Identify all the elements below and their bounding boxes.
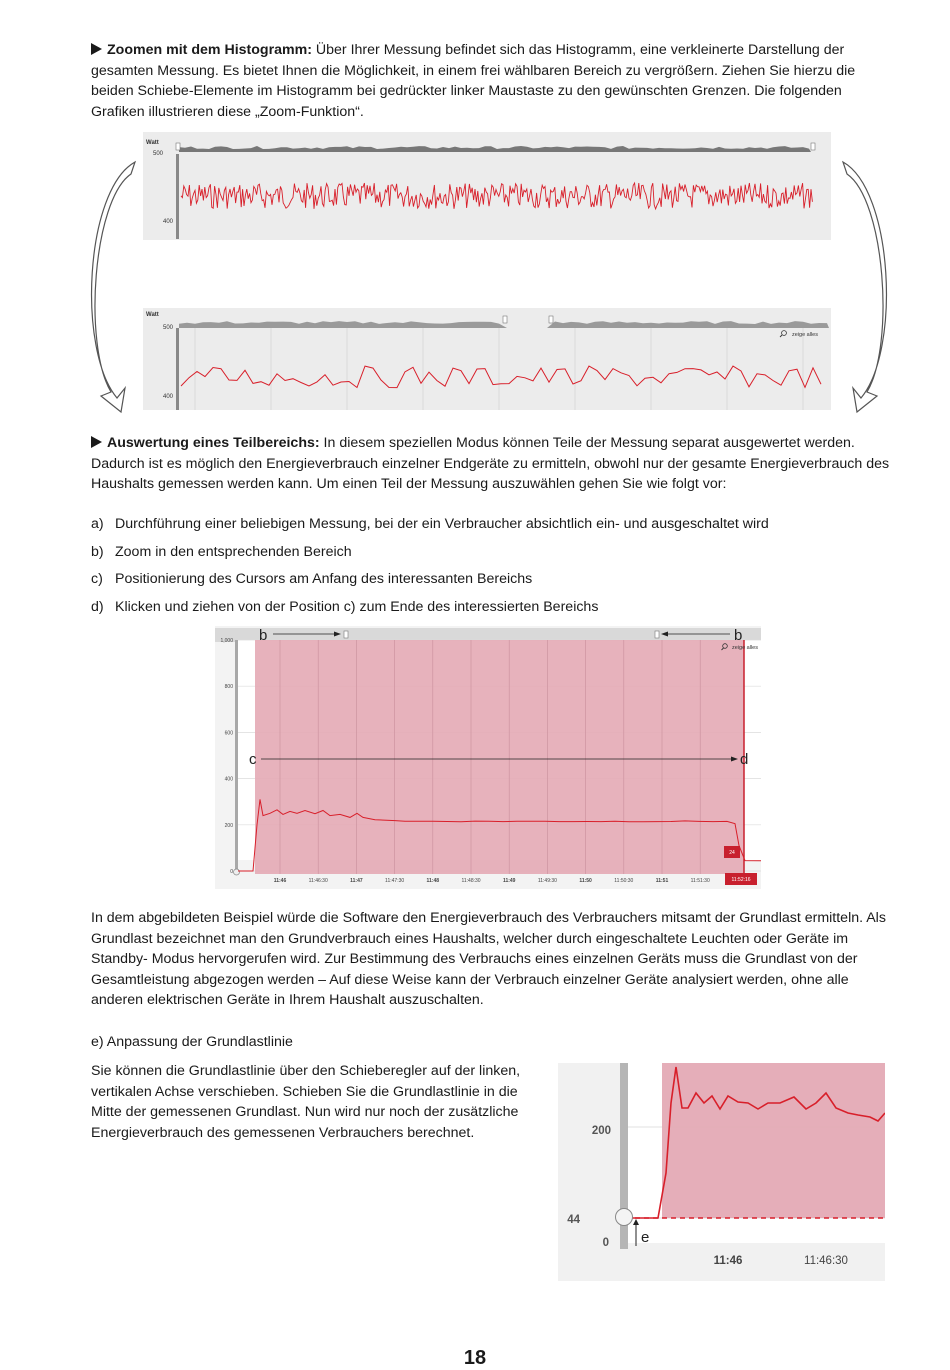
bottom-chart-ytick: 400 [162, 394, 173, 400]
partial-paragraph [91, 433, 891, 495]
zoom-top-chart [143, 132, 831, 240]
triangle-bullet-icon [91, 43, 102, 55]
selection-ytick: 1,000 [220, 638, 233, 644]
y-axis-bar [176, 328, 179, 410]
zoom-text: Über Ihrer Messung befindet sich das Histogramm, eine verkleinerte Darstellung der gesamten Messung. Es bietet Ihnen die Möglichkeit, in einem frei wählbaren Bereich zu vergrößern. Ziehen Sie hierzu die beiden Schiebe-Elemente im Histogramm bei gedrückter linker Maustaste zu den gewünschten Grenzen. Die folgenden Grafiken illustrieren diese „Zoom-Funktion“. [91, 42, 856, 120]
selection-xtick: 11:50 [579, 878, 592, 884]
histogram-slider-handle[interactable] [344, 631, 348, 638]
zoom-reset-link[interactable]: zeige alles [792, 332, 818, 338]
selection-xtick: 11:46 [273, 878, 287, 884]
histogram-slider-handle[interactable] [503, 316, 507, 323]
curved-arrow-left-icon [92, 162, 135, 412]
baseline-xtick: 11:46 [713, 1255, 743, 1267]
svg-text:24: 24 [729, 850, 735, 856]
list-item: b) Zoom in den entsprechenden Bereich [91, 543, 352, 560]
histogram-slider-handle[interactable] [655, 631, 659, 638]
selection-xtick: 11:46:30 [308, 878, 328, 884]
zoom-heading: Zoomen mit dem Histogramm: [107, 42, 312, 58]
selection-xtick: 11:51 [655, 878, 669, 884]
baseline-ytick: 200 [591, 1125, 611, 1137]
zoom-figure [85, 130, 895, 415]
selection-xtick: 11:49:30 [537, 878, 557, 884]
y-axis-bar [235, 640, 238, 874]
zoom-bottom-chart [143, 308, 831, 410]
baseline-slider-knob[interactable] [234, 869, 240, 875]
selection-xtick: 11:47:30 [385, 878, 405, 884]
selection-range[interactable] [662, 1063, 885, 1218]
zoom-reset-link[interactable]: zeige alles [732, 645, 758, 651]
bottom-chart-ytick: 500 [162, 325, 173, 331]
selection-xtick: 11:47 [350, 878, 363, 884]
partial-text: In diesem speziellen Modus können Teile der Messung separat ausgewertet werden. Dadurch ist es möglich den Energieverbrauch einzelner Endgeräte zu ermitteln, obwohl nur der gesamte Energieverbrauch des Haushalts gemessen werden kann. Um einen Teil der Messung auszuwählen gehen Sie wie folgt vor: [91, 435, 890, 493]
histogram-slider-handle[interactable] [811, 143, 815, 150]
list-item: c) Positionierung des Cursors am Anfang des interessanten Bereichs [91, 571, 533, 588]
baseline-xtick: 11:46:30 [804, 1255, 848, 1267]
selection-range[interactable] [255, 640, 744, 874]
curved-arrow-right-icon [843, 162, 886, 412]
steps-list [91, 516, 911, 627]
selection-xtick: 11:50:30 [614, 878, 634, 884]
histogram-slider-handle[interactable] [176, 143, 180, 150]
selection-ytick: 800 [224, 684, 233, 691]
svg-text:11:52:16: 11:52:16 [731, 877, 751, 883]
marker-e: e [641, 1229, 650, 1246]
partial-heading: Auswertung eines Teilbereichs: [107, 435, 320, 451]
list-item: a) Durchführung einer beliebigen Messung, bei der ein Verbraucher absichtlich ein- und ausgeschaltet wird [91, 516, 769, 532]
baseline-ytick: 0 [602, 1237, 609, 1249]
marker-b-left: b [259, 627, 268, 644]
baseline-figure [558, 1063, 885, 1281]
selection-xtick: 11:48 [426, 878, 440, 884]
selection-figure [215, 626, 761, 889]
top-chart-unit: Watt [146, 140, 159, 146]
top-chart-ytick: 400 [162, 219, 173, 225]
y-axis-bar [176, 154, 179, 239]
triangle-bullet-icon [91, 436, 102, 448]
example-paragraph: In dem abgebildeten Beispiel würde die Software den Energieverbrauch des Verbrauchers mitsamt der Grundlast ermitteln. Als Grundlast bezeichnet man den Grundverbrauch eines Haushalts, welcher durch eingeschaltete Leuchten oder Geräte im Standby- Modus hervorgerufen wird. Zur Bestimmung des Verbrauchs eines einzelnen Geräts muss die Grundlast von der Gesamtleistung abgezogen werden – Auf diese Weise kann der Verbrauch einzelner Geräte analysiert werden, ohne alle anderen elektrischen Geräte in Ihrem Haushalt auszuschalten. [91, 910, 886, 1009]
marker-d: d [740, 751, 749, 768]
selection-ytick: 200 [224, 822, 233, 829]
baseline-ytick: 44 [567, 1214, 580, 1226]
zoom-paragraph [91, 40, 891, 122]
selection-xtick: 11:49 [502, 878, 516, 884]
marker-c: c [249, 751, 257, 768]
selection-ytick: 0 [230, 869, 233, 875]
top-chart-ytick: 500 [152, 151, 163, 157]
page-number: 18 [463, 1347, 487, 1369]
selection-xtick: 11:51:30 [690, 878, 710, 884]
selection-xtick: 11:48:30 [461, 878, 481, 884]
marker-b-right: b [734, 627, 743, 644]
baseline-slider-knob[interactable] [616, 1209, 633, 1226]
selection-ytick: 400 [224, 776, 233, 783]
histogram-slider-handle[interactable] [549, 316, 553, 323]
list-item: d) Klicken und ziehen von der Position c) zum Ende des interessierten Bereichs [91, 599, 599, 616]
bottom-chart-unit: Watt [146, 312, 159, 318]
selection-ytick: 600 [224, 730, 233, 737]
section-e-title: e) Anpassung der Grundlastlinie [91, 1034, 293, 1050]
section-e-text: Sie können die Grundlastlinie über den Schieberegler auf der linken, vertikalen Achse verschieben. Schieben Sie die Grundlastlinie in die Mitte der gemessenen Grundlast. Nun wird nur noch der zusätzliche Energieverbrauch des gemessenen Verbrauchers berechnet. [91, 1063, 521, 1141]
